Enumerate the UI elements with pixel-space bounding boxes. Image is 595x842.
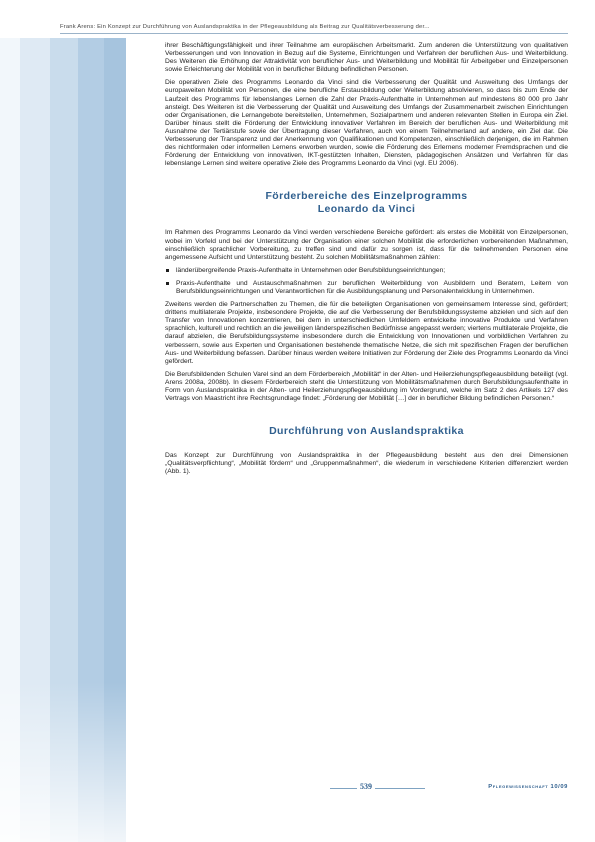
page-number: 539 [357,782,375,791]
section-heading-auslandspraktika: Durchführung von Auslandspraktika [269,425,464,438]
journal-name: Pflegewissenschaft 10/09 [488,784,568,790]
page-footer [330,782,568,799]
decorative-side-band [0,38,148,842]
body-paragraph: Die operativen Ziele des Programms Leonardo da Vinci sind die Verbesserung der Qualität und Ausweitung des Umfangs der europaweiten Mobilität von Personen, die eine berufliche Erstausbildung oder Weiterbildung absolvieren, so dass bis zum Ende der Laufzeit des Programms für lebenslanges Lernen die Zahl der Praxis-Aufenthalte in Unternehmen auf mindestens 80 000 pro Jahr ansteigt. Des Weiteren ist die Verbesserung der Qualität und Ausweitung des Umfangs der Zusammenarbeit zwischen Einrichtungen oder Organisationen, die Lernangebote bereitstellen, Unternehmen, Sozialpartnern und anderen relevanten Stellen in Europa ein Ziel. Darüber hinaus stellt die Förderung der Entwicklung innovativer Verfahren im Bereich der beruflichen Aus- und Weiterbildung mit Ausnahme der Tertiärstufe sowie der Übertragung dieser Verfahren, auch von einem Teilnehmerland auf andere, ein Ziel dar. Die Verbesserung der Transparenz und der Anerkennung von Qualifikationen und Kompetenzen, einschließlich derjenigen, die im Rahmen des nichtformalen oder informellen Lernens erworben wurden, sowie die Förderung des Erlernens moderner Fremdsprachen und die Förderung der Entwicklung von innovativen, IKT-gestützten Inhalten, Diensten, pädagogischen Ansätzen und Verfahren für das lebenslange Lernen sind weitere operative Ziele des Programms Leonardo da Vinci (vgl. EU 2006). [165,79,568,168]
list-item: länderübergreifende Praxis-Aufenthalte in Unternehmen oder Berufsbildungseinrichtungen; [165,267,568,275]
header-rule [60,33,568,34]
bullet-list [165,267,568,296]
body-paragraph: Im Rahmen des Programms Leonardo da Vinci werden verschiedene Bereiche gefördert: als erstes die Mobilität von Einzelpersonen, wobei im Vorfeld und bei der Unterstützung der Organisation einer solchen Mobilität die erforderlichen vorbereitenden Maßnahmen, einschließlich sprachlicher Vorbereitung, zu treffen sind und dafür zu sorgen ist, dass für die teilnehmenden Personen eine angemessene Aufsicht und Unterstützung besteht. Zu solchen Mobilitätsmaßnahmen zählen: [165,229,568,261]
running-head: Frank Arens: Ein Konzept zur Durchführung von Auslandspraktika in der Pflegeausbildung als Beitrag zur Qualitätsverbesserung der... [60,24,430,30]
section-heading-foerderbereiche [165,190,568,215]
list-item: Praxis-Aufenthalte und Austauschmaßnahmen zur beruflichen Weiterbildung von Ausbildern und Beratern, Leitern von Berufsbildungseinrichtungen und Verantwortlichen für die Ausbildungsplanung und Personalentwicklung in Unternehmen. [165,280,568,296]
section-heading-line: Förderbereiche des Einzelprogramms [265,190,468,203]
body-paragraph: Zweitens werden die Partnerschaften zu Themen, die für die beteiligten Organisationen von gemeinsamem Interesse sind, gefördert; drittens multilaterale Projekte, insbesondere Projekte, die auf die Verbesserung der Berufsbildungssysteme abzielen und sich auf den Transfer von Innovationen konzentrieren, bei dem in unterschiedlichen Umfeldern entwickelte innovative Produkte und Verfahren sprachlich, kulturell und rechtlich an die jeweiligen länderspezifischen Bedürfnisse angepasst werden; viertens multilaterale Projekte, die darauf abzielen, die Berufsbildungssysteme insbesondere durch die Entwicklung von Innovationen und vorbildlichen Verfahren zu verbessern, sowie aus Experten und Organisationen bestehende thematische Netze, die sich mit spezifischen Fragen der beruflichen Aus- und Weiterbildung befassen. Darüber hinaus werden weitere Initiativen zur Förderung der Ziele des Programms Leonardo da Vinci gefördert. [165,301,568,365]
body-paragraph: Das Konzept zur Durchführung von Auslandspraktika in der Pflegeausbildung besteht aus den drei Dimensionen „Qualitätsverpflichtung“, „Mobilität fördern“ und „Gruppenmaßnahmen“, die wiederum in verschiedene Kriterien differenziert werden (Abb. 1). [165,451,568,475]
article-body [165,42,568,481]
body-paragraph: Die Berufsbildenden Schulen Varel sind an dem Förderbereich „Mobilität“ in der Alten- und Heilerziehungspflegeausbildung beteiligt (vgl. Arens 2008a, 2008b). In diesem Förderbereich steht die Unterstützung von Mobilitätsmaßnahmen durch Berufsbildungsaufenthalte in Form von Auslandspraktika in der Alten- und Heilerziehungspflegeausbildung im Vordergrund, welche im Satz 2 des Artikels 127 des Vertrags von Maastricht ihre Rechtsgrundlage findet: „Förderung der Mobilität […] der in beruflicher Bildung befindlichen Personen.“ [165,370,568,403]
body-paragraph: ihrer Beschäftigungsfähigkeit und ihrer Teilnahme am europäischen Arbeitsmarkt. Zum anderen die Unterstützung von qualitativen Verbesserungen und von Innovation in Bezug auf die Systeme, Einrichtungen und Verfahren der beruflichen Aus- und Weiterbildung. Des Weiteren die Erhöhung der Attraktivität von beruflicher Aus- und Weiterbildung und Mobilität für Arbeitgeber und Einzelpersonen sowie Erleichterung der Mobilität von in beruflicher Bildung befindlichen Personen. [165,42,568,74]
section-heading-line: Leonardo da Vinci [317,202,416,215]
footer-rule [330,788,425,789]
